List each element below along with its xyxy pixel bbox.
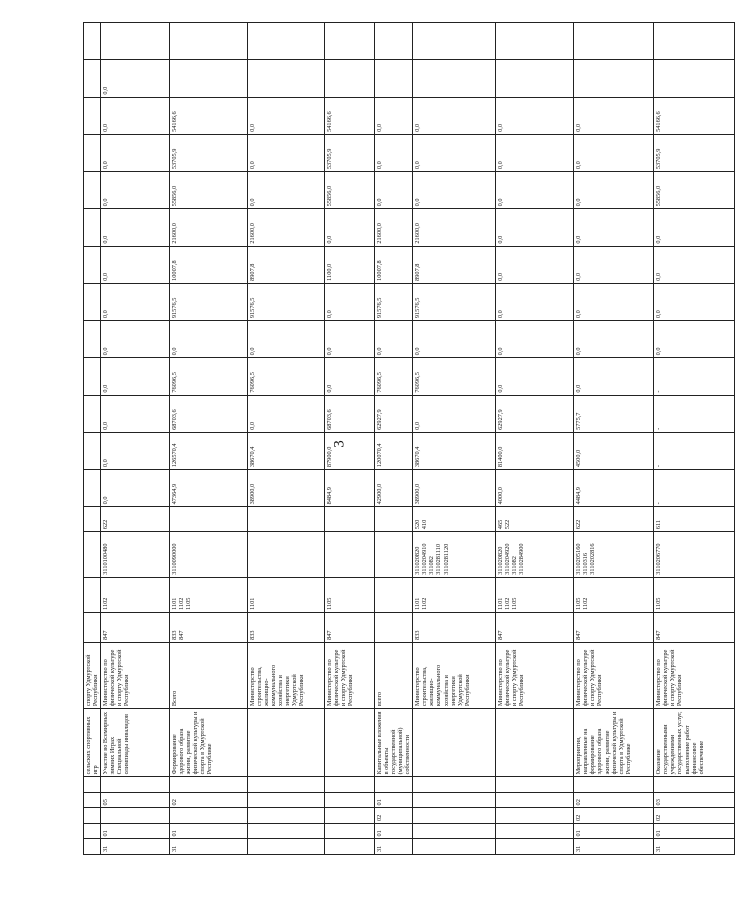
amount-cell — [84, 358, 101, 395]
section-code-cell: 1101 — [248, 577, 325, 612]
program-code-cell — [325, 839, 375, 855]
amount-cell: 0,0 — [413, 134, 496, 171]
executor-cell: Министерство по физической культуре и спорту Удмуртской Республики — [325, 642, 375, 708]
amount-cell: 91576,5 — [248, 283, 325, 320]
amount-cell: 0,0 — [248, 97, 325, 134]
program-code-cell — [413, 823, 496, 839]
amount-cell — [413, 23, 496, 60]
amount-cell — [84, 209, 101, 246]
amount-cell: 0,0 — [654, 246, 735, 283]
amount-cell — [84, 283, 101, 320]
expense-type-cell — [84, 507, 101, 532]
amount-cell: 0,0 — [101, 134, 170, 171]
amount-cell: 0,0 — [574, 321, 654, 358]
table-row — [496, 23, 574, 855]
amount-cell: 0,0 — [101, 358, 170, 395]
activity-name-cell — [496, 709, 574, 777]
amount-cell: 0,0 — [413, 395, 496, 432]
amount-cell: 76096,5 — [170, 358, 248, 395]
program-code-cell — [574, 777, 654, 793]
grbs-code-cell: 847 — [496, 612, 574, 642]
amount-cell: 91576,5 — [170, 283, 248, 320]
expense-type-cell — [325, 507, 375, 532]
amount-cell: - — [654, 470, 735, 507]
amount-cell: 0,0 — [248, 134, 325, 171]
program-code-cell — [654, 777, 735, 793]
amount-cell: 0,0 — [574, 172, 654, 209]
amount-cell: 120070,4 — [375, 432, 413, 469]
table-row — [248, 23, 325, 855]
amount-cell: 0,0 — [654, 283, 735, 320]
amount-cell — [375, 60, 413, 97]
amount-cell: 76096,5 — [375, 358, 413, 395]
section-code-cell: 1101 1102 1105 — [496, 577, 574, 612]
amount-cell: 0,0 — [101, 60, 170, 97]
table-row — [170, 23, 248, 855]
amount-cell: 0,0 — [496, 209, 574, 246]
expense-type-cell: 520 410 — [413, 507, 496, 532]
activity-name-cell: Формирование здорового образа жизни, развитие физической культуры и спорта в Удмуртской Республике — [170, 709, 248, 777]
amount-cell: 0,0 — [496, 134, 574, 171]
amount-cell: - — [654, 432, 735, 469]
amount-cell: 54166,6 — [170, 97, 248, 134]
page-number: 3 — [331, 440, 348, 448]
amount-cell — [413, 60, 496, 97]
program-code-cell — [101, 777, 170, 793]
program-code-cell — [248, 808, 325, 824]
expense-type-cell: 465 522 — [496, 507, 574, 532]
program-code-cell — [413, 808, 496, 824]
program-code-cell: 01 — [101, 823, 170, 839]
budget-table — [83, 22, 735, 855]
amount-cell: 38670,4 — [248, 432, 325, 469]
amount-cell: 55856,0 — [325, 172, 375, 209]
table-row — [325, 23, 375, 855]
expense-type-cell: 622 — [101, 507, 170, 532]
target-article-cell: 3110090000 — [170, 532, 248, 578]
program-code-cell — [325, 808, 375, 824]
amount-cell: 0,0 — [325, 321, 375, 358]
activity-name-cell — [248, 709, 325, 777]
target-article-cell: 3110205160 3110316 3110202816 — [574, 532, 654, 578]
amount-cell: 0,0 — [496, 97, 574, 134]
amount-cell: 68703,6 — [325, 395, 375, 432]
amount-cell: 0,0 — [413, 172, 496, 209]
amount-cell: 55856,0 — [170, 172, 248, 209]
grbs-code-cell — [375, 612, 413, 642]
table-row — [574, 23, 654, 855]
program-code-cell — [496, 823, 574, 839]
amount-cell: 38900,0 — [413, 470, 496, 507]
program-code-cell — [325, 777, 375, 793]
amount-cell: 91576,5 — [413, 283, 496, 320]
program-code-cell: 01 — [654, 823, 735, 839]
amount-cell: 47364,9 — [170, 470, 248, 507]
amount-cell: 0,0 — [496, 246, 574, 283]
amount-cell: 0,0 — [496, 172, 574, 209]
amount-cell: 4500,0 — [574, 432, 654, 469]
amount-cell: 76096,5 — [413, 358, 496, 395]
amount-cell: 0,0 — [101, 172, 170, 209]
grbs-code-cell: 833 — [248, 612, 325, 642]
amount-cell — [84, 470, 101, 507]
grbs-code-cell: 833 — [413, 612, 496, 642]
section-code-cell: 1105 — [325, 577, 375, 612]
grbs-code-cell — [84, 612, 101, 642]
target-article-cell — [325, 532, 375, 578]
program-code-cell: 01 — [574, 823, 654, 839]
amount-cell — [84, 246, 101, 283]
program-code-cell — [375, 777, 413, 793]
amount-cell: 0,0 — [248, 172, 325, 209]
program-code-cell — [84, 839, 101, 855]
amount-cell: 53705,9 — [654, 134, 735, 171]
program-code-cell: 01 — [375, 823, 413, 839]
amount-cell — [84, 60, 101, 97]
amount-cell: 0,0 — [413, 321, 496, 358]
grbs-code-cell: 833 847 — [170, 612, 248, 642]
amount-cell: 0,0 — [248, 321, 325, 358]
amount-cell — [654, 60, 735, 97]
amount-cell — [84, 172, 101, 209]
amount-cell: 21600,0 — [170, 209, 248, 246]
amount-cell: 21600,0 — [375, 209, 413, 246]
program-code-cell — [496, 777, 574, 793]
amount-cell: 21600,0 — [248, 209, 325, 246]
amount-cell: 68703,6 — [170, 395, 248, 432]
amount-cell: 0,0 — [101, 395, 170, 432]
program-code-cell: 02 — [574, 792, 654, 808]
amount-cell — [496, 23, 574, 60]
program-code-cell: 03 — [654, 792, 735, 808]
amount-cell: 0,0 — [375, 172, 413, 209]
target-article-cell: 311020820 3110204920 311082 3110284900 — [496, 532, 574, 578]
program-code-cell: 01 — [375, 792, 413, 808]
amount-cell: - — [654, 395, 735, 432]
grbs-code-cell: 847 — [101, 612, 170, 642]
program-code-cell — [248, 823, 325, 839]
target-article-cell — [84, 532, 101, 578]
program-code-cell — [496, 808, 574, 824]
program-code-cell — [325, 792, 375, 808]
amount-cell: 4000,0 — [496, 470, 574, 507]
amount-cell: 126570,4 — [170, 432, 248, 469]
amount-cell: 10007,8 — [170, 246, 248, 283]
executor-cell: Всего — [170, 642, 248, 708]
table-row — [654, 23, 735, 855]
grbs-code-cell: 847 — [574, 612, 654, 642]
program-code-cell: 05 — [101, 792, 170, 808]
amount-cell: 0,0 — [574, 134, 654, 171]
expense-type-cell — [248, 507, 325, 532]
amount-cell: 0,0 — [101, 97, 170, 134]
executor-cell: Министерство строительства, жилищно-коммунального хозяйства и энергетики Удмуртской Республики — [413, 642, 496, 708]
activity-name-cell: Мероприятия, направленные на формирование здорового образа жизни, развитие физической культуры и спорта в Удмуртской Республике — [574, 709, 654, 777]
program-code-cell: 31 — [170, 839, 248, 855]
amount-cell — [654, 23, 735, 60]
amount-cell — [170, 23, 248, 60]
amount-cell: 54166,6 — [325, 97, 375, 134]
program-code-cell — [248, 839, 325, 855]
amount-cell: 0,0 — [496, 321, 574, 358]
expense-type-cell: 622 — [574, 507, 654, 532]
program-code-cell: 02 — [170, 792, 248, 808]
section-code-cell: 1102 — [101, 577, 170, 612]
program-code-cell — [84, 808, 101, 824]
amount-cell: 1100,0 — [325, 246, 375, 283]
program-code-cell — [84, 777, 101, 793]
executor-cell: всего — [375, 642, 413, 708]
program-code-cell: 31 — [574, 839, 654, 855]
amount-cell: 0,0 — [101, 321, 170, 358]
amount-cell: 0,0 — [654, 321, 735, 358]
table-row — [101, 23, 170, 855]
amount-cell: 38900,0 — [248, 470, 325, 507]
program-code-cell — [496, 792, 574, 808]
program-code-cell: 31 — [375, 839, 413, 855]
amount-cell — [248, 23, 325, 60]
amount-cell: 0,0 — [170, 321, 248, 358]
expense-type-cell — [375, 507, 413, 532]
program-code-cell: 02 — [574, 808, 654, 824]
amount-cell: 54166,6 — [654, 97, 735, 134]
amount-cell: 21600,0 — [413, 209, 496, 246]
program-code-cell: 31 — [101, 839, 170, 855]
target-article-cell — [375, 532, 413, 578]
amount-cell: 42900,0 — [375, 470, 413, 507]
amount-cell — [84, 134, 101, 171]
table-row — [413, 23, 496, 855]
amount-cell: 8907,8 — [413, 246, 496, 283]
amount-cell — [574, 23, 654, 60]
executor-cell: Министерство по физической культуре и спорту Удмуртской Республики — [496, 642, 574, 708]
amount-cell: 8484,9 — [325, 470, 375, 507]
amount-cell: 0,0 — [375, 97, 413, 134]
activity-name-cell — [413, 709, 496, 777]
program-code-cell — [170, 777, 248, 793]
section-code-cell — [375, 577, 413, 612]
activity-name-cell: Оказание государственными учреждениями государственных услуг, выполнение работ финансовое обеспечение — [654, 709, 735, 777]
amount-cell: 4484,9 — [574, 470, 654, 507]
amount-cell — [84, 432, 101, 469]
amount-cell: - — [654, 358, 735, 395]
amount-cell: 0,0 — [496, 283, 574, 320]
amount-cell: 0,0 — [574, 209, 654, 246]
amount-cell: 0,0 — [574, 358, 654, 395]
amount-cell — [101, 23, 170, 60]
amount-cell: 10007,8 — [375, 246, 413, 283]
activity-name-cell — [325, 709, 375, 777]
amount-cell: 0,0 — [496, 358, 574, 395]
amount-cell: 81400,0 — [496, 432, 574, 469]
target-article-cell — [248, 532, 325, 578]
section-code-cell — [84, 577, 101, 612]
amount-cell: 38670,4 — [413, 432, 496, 469]
program-code-cell — [413, 792, 496, 808]
amount-cell: 53705,9 — [325, 134, 375, 171]
program-code-cell — [170, 808, 248, 824]
amount-cell: 0,0 — [101, 432, 170, 469]
amount-cell: 5775,7 — [574, 395, 654, 432]
amount-cell: 87900,0 — [325, 432, 375, 469]
table-row — [84, 23, 101, 855]
amount-cell: 0,0 — [574, 246, 654, 283]
activity-name-cell: Капитальные вложения в объекты государственной (муниципальной) собственности — [375, 709, 413, 777]
amount-cell: 0,0 — [375, 321, 413, 358]
grbs-code-cell: 847 — [654, 612, 735, 642]
program-code-cell: 01 — [170, 823, 248, 839]
amount-cell: 0,0 — [101, 246, 170, 283]
amount-cell: 0,0 — [248, 395, 325, 432]
target-article-cell: 311020820 3110204910 311082 3110281110 3110281120 — [413, 532, 496, 578]
amount-cell: 0,0 — [101, 209, 170, 246]
amount-cell: 0,0 — [325, 358, 375, 395]
amount-cell — [84, 395, 101, 432]
amount-cell: 62927,9 — [375, 395, 413, 432]
program-code-cell — [248, 792, 325, 808]
amount-cell: 0,0 — [413, 97, 496, 134]
activity-name-cell: Участие во Всемирных зимних Играх Специальной олимпиады инвалидов — [101, 709, 170, 777]
amount-cell: 0,0 — [574, 283, 654, 320]
executor-cell: спорту Удмуртской Республики — [84, 642, 101, 708]
program-code-cell — [413, 839, 496, 855]
executor-cell: Министерство строительства, жилищно-коммунального хозяйства и энергетики Удмуртской Республики — [248, 642, 325, 708]
table-row — [375, 23, 413, 855]
target-article-cell: 3110206770 — [654, 532, 735, 578]
program-code-cell: 31 — [654, 839, 735, 855]
program-code-cell — [496, 839, 574, 855]
grbs-code-cell: 847 — [325, 612, 375, 642]
amount-cell: 91576,5 — [375, 283, 413, 320]
amount-cell: 53705,9 — [170, 134, 248, 171]
target-article-cell: 3110100480 — [101, 532, 170, 578]
amount-cell — [325, 23, 375, 60]
amount-cell: 76096,5 — [248, 358, 325, 395]
amount-cell — [325, 60, 375, 97]
activity-name-cell: сельских спортивных игр — [84, 709, 101, 777]
expense-type-cell: 611 — [654, 507, 735, 532]
program-code-cell: 02 — [375, 808, 413, 824]
amount-cell — [574, 60, 654, 97]
expense-type-cell — [170, 507, 248, 532]
section-code-cell: 1101 1102 1105 — [170, 577, 248, 612]
amount-cell: 0,0 — [101, 470, 170, 507]
amount-cell: 0,0 — [325, 283, 375, 320]
amount-cell: 55856,0 — [654, 172, 735, 209]
executor-cell: Министерство по физической культуре и спорту Удмуртской Республики — [574, 642, 654, 708]
section-code-cell: 1101 1102 — [413, 577, 496, 612]
program-code-cell — [325, 823, 375, 839]
executor-cell: Министерство по физической культуре и спорту Удмуртской Республики — [654, 642, 735, 708]
amount-cell — [170, 60, 248, 97]
amount-cell: 8907,8 — [248, 246, 325, 283]
program-code-cell — [84, 792, 101, 808]
amount-cell: 0,0 — [375, 134, 413, 171]
program-code-cell — [101, 808, 170, 824]
section-code-cell: 1105 1102 — [574, 577, 654, 612]
amount-cell — [84, 97, 101, 134]
amount-cell: 62927,9 — [496, 395, 574, 432]
amount-cell — [248, 60, 325, 97]
section-code-cell: 1105 — [654, 577, 735, 612]
rotated-page-content — [83, 22, 705, 855]
amount-cell — [84, 321, 101, 358]
executor-cell: Министерство по физической культуре и спорту Удмуртской Республики — [101, 642, 170, 708]
amount-cell: 0,0 — [654, 209, 735, 246]
program-code-cell — [413, 777, 496, 793]
amount-cell — [375, 23, 413, 60]
amount-cell: 0,0 — [574, 97, 654, 134]
program-code-cell: 02 — [654, 808, 735, 824]
program-code-cell — [84, 823, 101, 839]
amount-cell: 0,0 — [101, 283, 170, 320]
amount-cell — [84, 23, 101, 60]
amount-cell — [496, 60, 574, 97]
amount-cell: 0,0 — [325, 209, 375, 246]
program-code-cell — [248, 777, 325, 793]
